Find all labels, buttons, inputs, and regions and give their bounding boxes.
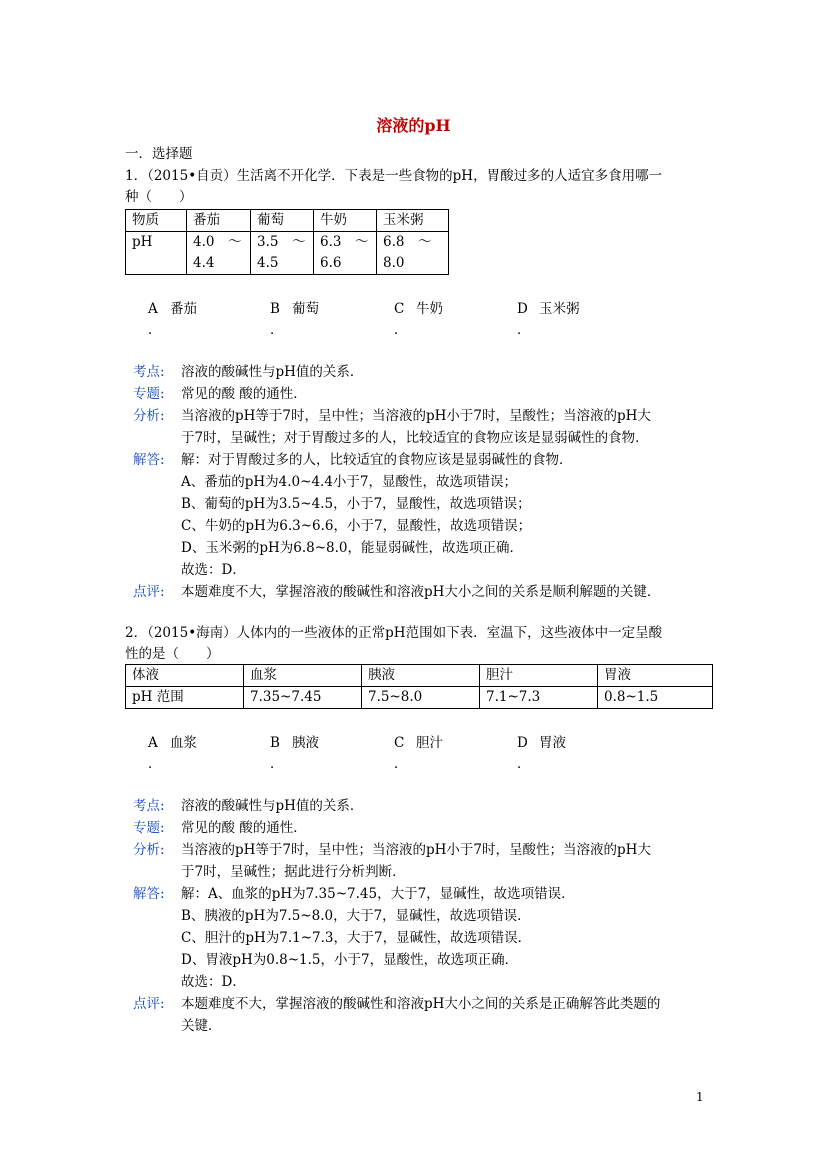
jieda-line: 故选：D． <box>181 562 246 578</box>
jieda-line: C、牛奶的pH为6.3~6.6，小于7，显酸性，故选项错误； <box>181 518 532 534</box>
jieda-line: C、胆汁的pH为7.1~7.3，大于7，显碱性，故选项错误． <box>181 930 532 946</box>
table-cell: 牛奶 <box>314 210 377 232</box>
table-cell: 7.35~7.45 <box>244 687 362 709</box>
option-a[interactable] <box>148 297 197 338</box>
table-row <box>126 665 713 687</box>
fenxi-line2: 于7时，呈碱性；对于胃酸过多的人，比较适宜的食物应该是显弱碱性的食物． <box>181 430 649 446</box>
table-cell: 葡萄 <box>251 210 314 232</box>
table-cell: 体液 <box>126 665 244 687</box>
table-cell: 番茄 <box>187 210 251 232</box>
table-cell: 6.3 ～ 6.6 <box>314 232 377 275</box>
q2-stem-line2: 性的是（ ） <box>125 646 220 662</box>
option-letter: B <box>270 301 280 317</box>
table-cell: 7.5~8.0 <box>362 687 480 709</box>
q1-stem-line2: 种（ ） <box>125 189 193 205</box>
table-cell: pH 范围 <box>126 687 244 709</box>
table-cell: 物质 <box>126 210 187 232</box>
option-text: 葡萄 <box>292 301 319 317</box>
jieda-line: 故选：D． <box>181 974 246 990</box>
fenxi-line1: 当溶液的pH等于7时，呈中性；当溶液的pH小于7时，呈酸性；当溶液的pH大 <box>181 842 651 858</box>
jieda-line: B、胰液的pH为7.5~8.0，大于7，显碱性，故选项错误． <box>181 908 531 924</box>
zhuanti-text: 常见的酸 酸的通性． <box>181 386 307 402</box>
table-cell: 4.0 ～ 4.4 <box>187 232 251 275</box>
option-dot: ． <box>394 322 408 338</box>
option-b[interactable] <box>270 731 319 772</box>
q2-table <box>125 664 713 709</box>
table-cell: pH <box>126 232 187 275</box>
table-cell: 7.1~7.3 <box>480 687 598 709</box>
jieda-line: A、番茄的pH为4.0~4.4小于7，显酸性，故选项错误； <box>181 474 518 490</box>
table-row <box>126 687 713 709</box>
option-d[interactable] <box>517 297 580 338</box>
option-dot: ． <box>270 322 284 338</box>
table-cell: 3.5 ～ 4.5 <box>251 232 314 275</box>
jieda-line: D、玉米粥的pH为6.8~8.0，能显弱碱性，故选项正确． <box>181 540 523 556</box>
jieda-line: 解：对于胃酸过多的人，比较适宜的食物应该是显弱碱性的食物． <box>181 452 573 468</box>
q2-stem-line1: 2．（2015•海南）人体内的一些液体的正常pH范围如下表．室温下，这些液体中一定呈酸 <box>125 625 663 641</box>
option-c[interactable] <box>394 731 443 772</box>
option-dot: ． <box>517 756 531 772</box>
zhuanti-label: 专题: <box>133 386 165 402</box>
kaodian-label: 考点: <box>133 364 165 380</box>
option-letter: D <box>517 301 528 317</box>
option-letter: D <box>517 735 528 751</box>
option-text: 玉米粥 <box>539 301 580 317</box>
table-cell: 血浆 <box>244 665 362 687</box>
table-cell: 0.8~1.5 <box>598 687 713 709</box>
option-dot: ． <box>148 322 162 338</box>
dianping-line2: 关键． <box>181 1018 222 1034</box>
table-row <box>126 232 449 275</box>
zhuanti-label: 专题: <box>133 820 165 836</box>
option-text: 胃液 <box>539 735 566 751</box>
zhuanti-text: 常见的酸 酸的通性． <box>181 820 307 836</box>
fenxi-label: 分析: <box>133 842 165 858</box>
option-text: 血浆 <box>170 735 197 751</box>
page-number: 1 <box>696 1090 704 1104</box>
dianping-label: 点评: <box>133 584 165 600</box>
table-cell: 胆汁 <box>480 665 598 687</box>
option-b[interactable] <box>270 297 319 338</box>
jieda-label: 解答: <box>133 886 165 902</box>
option-letter: C <box>394 301 405 317</box>
option-text: 胆汁 <box>416 735 443 751</box>
table-row <box>126 210 449 232</box>
kaodian-text: 溶液的酸碱性与pH值的关系． <box>181 798 364 814</box>
dianping-line1: 本题难度不大，掌握溶液的酸碱性和溶液pH大小之间的关系是正确解答此类题的 <box>181 996 661 1012</box>
fenxi-line1: 当溶液的pH等于7时，呈中性；当溶液的pH小于7时，呈酸性；当溶液的pH大 <box>181 408 651 424</box>
option-dot: ． <box>270 756 284 772</box>
option-dot: ． <box>517 322 531 338</box>
option-text: 番茄 <box>170 301 197 317</box>
option-c[interactable] <box>394 297 443 338</box>
option-text: 牛奶 <box>416 301 443 317</box>
jieda-label: 解答: <box>133 452 165 468</box>
jieda-line: 解：A、血浆的pH为7.35~7.45，大于7，显碱性，故选项错误． <box>181 886 575 902</box>
q1-stem-line1: 1．（2015•自贡）生活离不开化学．下表是一些食物的pH，胃酸过多的人适宜多食用哪一 <box>125 168 663 184</box>
section-heading: 一．选择题 <box>125 146 193 162</box>
option-letter: C <box>394 735 405 751</box>
table-cell: 胃液 <box>598 665 713 687</box>
option-text: 胰液 <box>292 735 319 751</box>
option-letter: A <box>148 301 158 317</box>
table-cell: 玉米粥 <box>377 210 449 232</box>
option-a[interactable] <box>148 731 197 772</box>
page-title: 溶液的pH <box>376 116 451 135</box>
jieda-line: B、葡萄的pH为3.5~4.5，小于7，显酸性，故选项错误； <box>181 496 531 512</box>
dianping-text: 本题难度不大，掌握溶液的酸碱性和溶液pH大小之间的关系是顺利解题的关键． <box>181 584 661 600</box>
option-letter: A <box>148 735 158 751</box>
table-cell: 6.8 ～ 8.0 <box>377 232 449 275</box>
kaodian-label: 考点: <box>133 798 165 814</box>
option-d[interactable] <box>517 731 566 772</box>
option-dot: ． <box>148 756 162 772</box>
option-letter: B <box>270 735 280 751</box>
q1-table <box>125 209 449 275</box>
kaodian-text: 溶液的酸碱性与pH值的关系． <box>181 364 364 380</box>
table-cell: 胰液 <box>362 665 480 687</box>
option-dot: ． <box>394 756 408 772</box>
dianping-label: 点评: <box>133 996 165 1012</box>
fenxi-label: 分析: <box>133 408 165 424</box>
fenxi-line2: 于7时，呈碱性；据此进行分析判断． <box>181 864 406 880</box>
jieda-line: D、胃液pH为0.8~1.5，小于7，显酸性，故选项正确． <box>181 952 519 968</box>
